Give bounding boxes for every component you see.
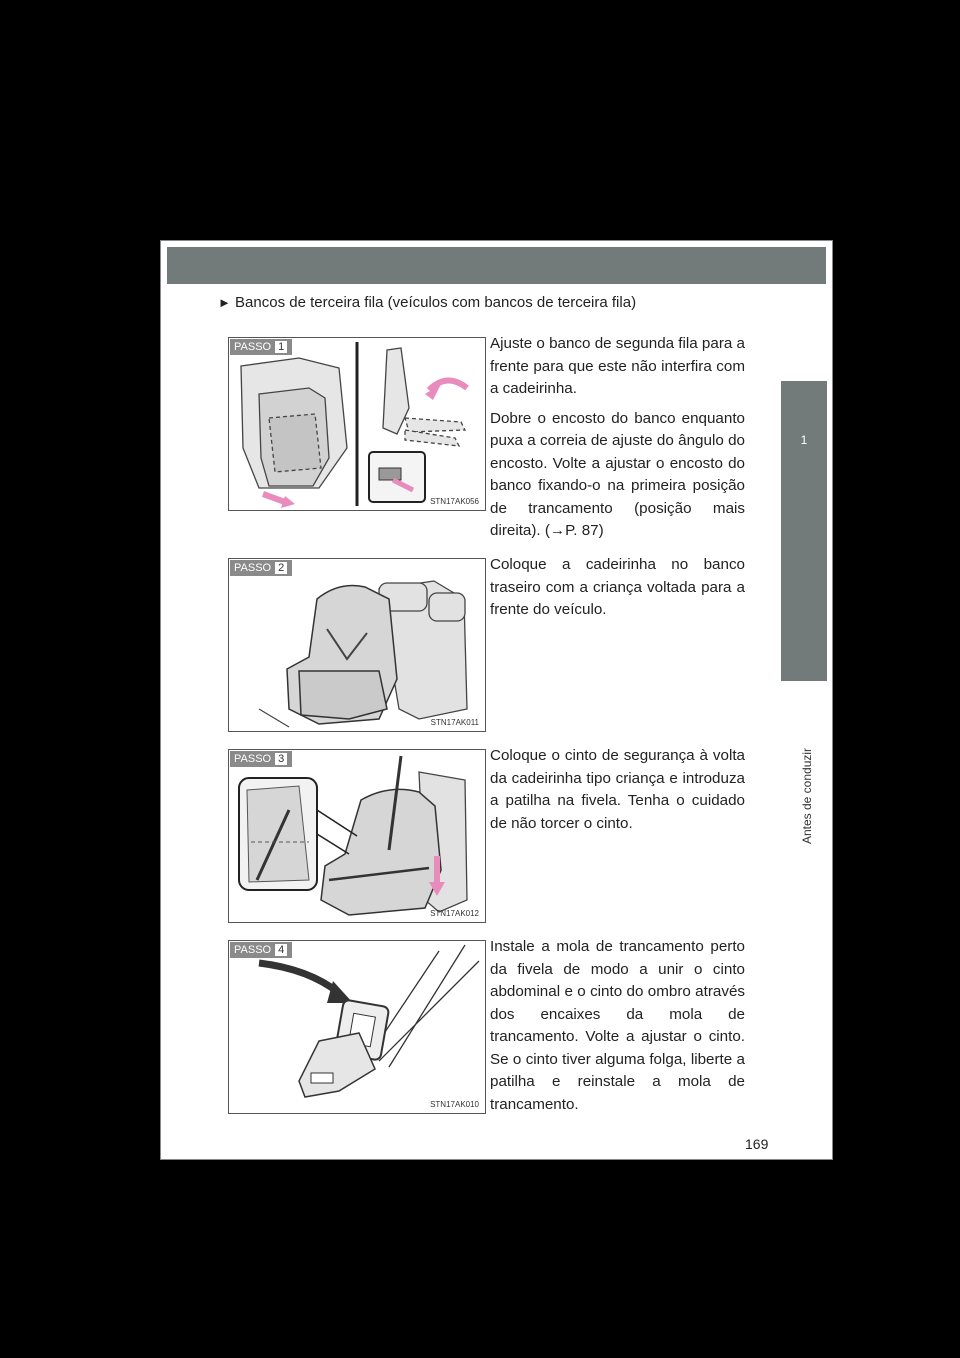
step-4-illustration (228, 940, 486, 1114)
step-3-badge (230, 751, 292, 767)
step-label: PASSO (234, 562, 272, 574)
paragraph: Coloque o cinto de segurança à volta da cadeirinha tipo criança e introduza a patilha na fivela. Tenha o cuidado de não torcer o cinto. (490, 747, 745, 832)
step-2-badge (230, 560, 292, 576)
step-label: PASSO (234, 944, 272, 956)
seatbelt-routing-drawing (229, 750, 485, 922)
step-number: 1 (274, 340, 288, 354)
image-code: STN17AK011 (430, 718, 479, 727)
section-title-text: Bancos de terceira fila (veículos com bancos de terceira fila) (235, 294, 637, 311)
paragraph: Ajuste o banco de segunda fila para a frente para que este não interfira com a cadeirinha. (490, 335, 745, 397)
chapter-label (797, 721, 817, 871)
step-label: PASSO (234, 341, 272, 353)
chapter-number: 1 (800, 433, 808, 447)
step-1-text (490, 333, 745, 550)
step-2-text (490, 554, 745, 629)
step-1-badge (230, 339, 292, 355)
header-bar (167, 247, 826, 284)
chapter-label-text: Antes de conduzir (800, 747, 814, 845)
step-3-text (490, 745, 745, 842)
step-number: 2 (274, 561, 288, 575)
paragraph: Coloque a cadeirinha no banco traseiro com a criança voltada para a frente do veículo. (490, 556, 745, 618)
step-4-badge (230, 942, 292, 958)
paragraph: Instale a mola de trancamento perto da fivela de modo a unir o cinto abdominal e o cinto do ombro através dos encaixes da mola de trancamento. Volte a ajustar o cinto. Se o cinto tiver alguma folga, liberte a patilha e reinstale a mola de trancamento. (490, 938, 745, 1113)
section-title (218, 294, 636, 311)
paragraph: Dobre o encosto do banco enquanto puxa a correia de ajuste do ângulo do encosto. Volte a ajustar o encosto do banco fixando-o na primeira posição de trancamento (posição mais direita). (→P. 87) (490, 409, 745, 539)
image-code: STN17AK012 (430, 909, 479, 918)
step-4-text (490, 936, 745, 1123)
triangle-marker-icon: ► (218, 295, 231, 310)
manual-page (160, 240, 833, 1160)
image-code: STN17AK056 (430, 497, 479, 506)
seat-fold-drawing (229, 338, 485, 510)
page-number: 169 (745, 1136, 769, 1152)
step-2-illustration (228, 558, 486, 732)
step-number: 4 (274, 943, 288, 957)
child-seat-drawing (229, 559, 485, 731)
locking-clip-drawing (229, 941, 485, 1113)
image-code: STN17AK010 (430, 1100, 479, 1109)
step-3-illustration (228, 749, 486, 923)
step-label: PASSO (234, 753, 272, 765)
step-1-illustration (228, 337, 486, 511)
step-number: 3 (274, 752, 288, 766)
chapter-tab (781, 381, 827, 681)
